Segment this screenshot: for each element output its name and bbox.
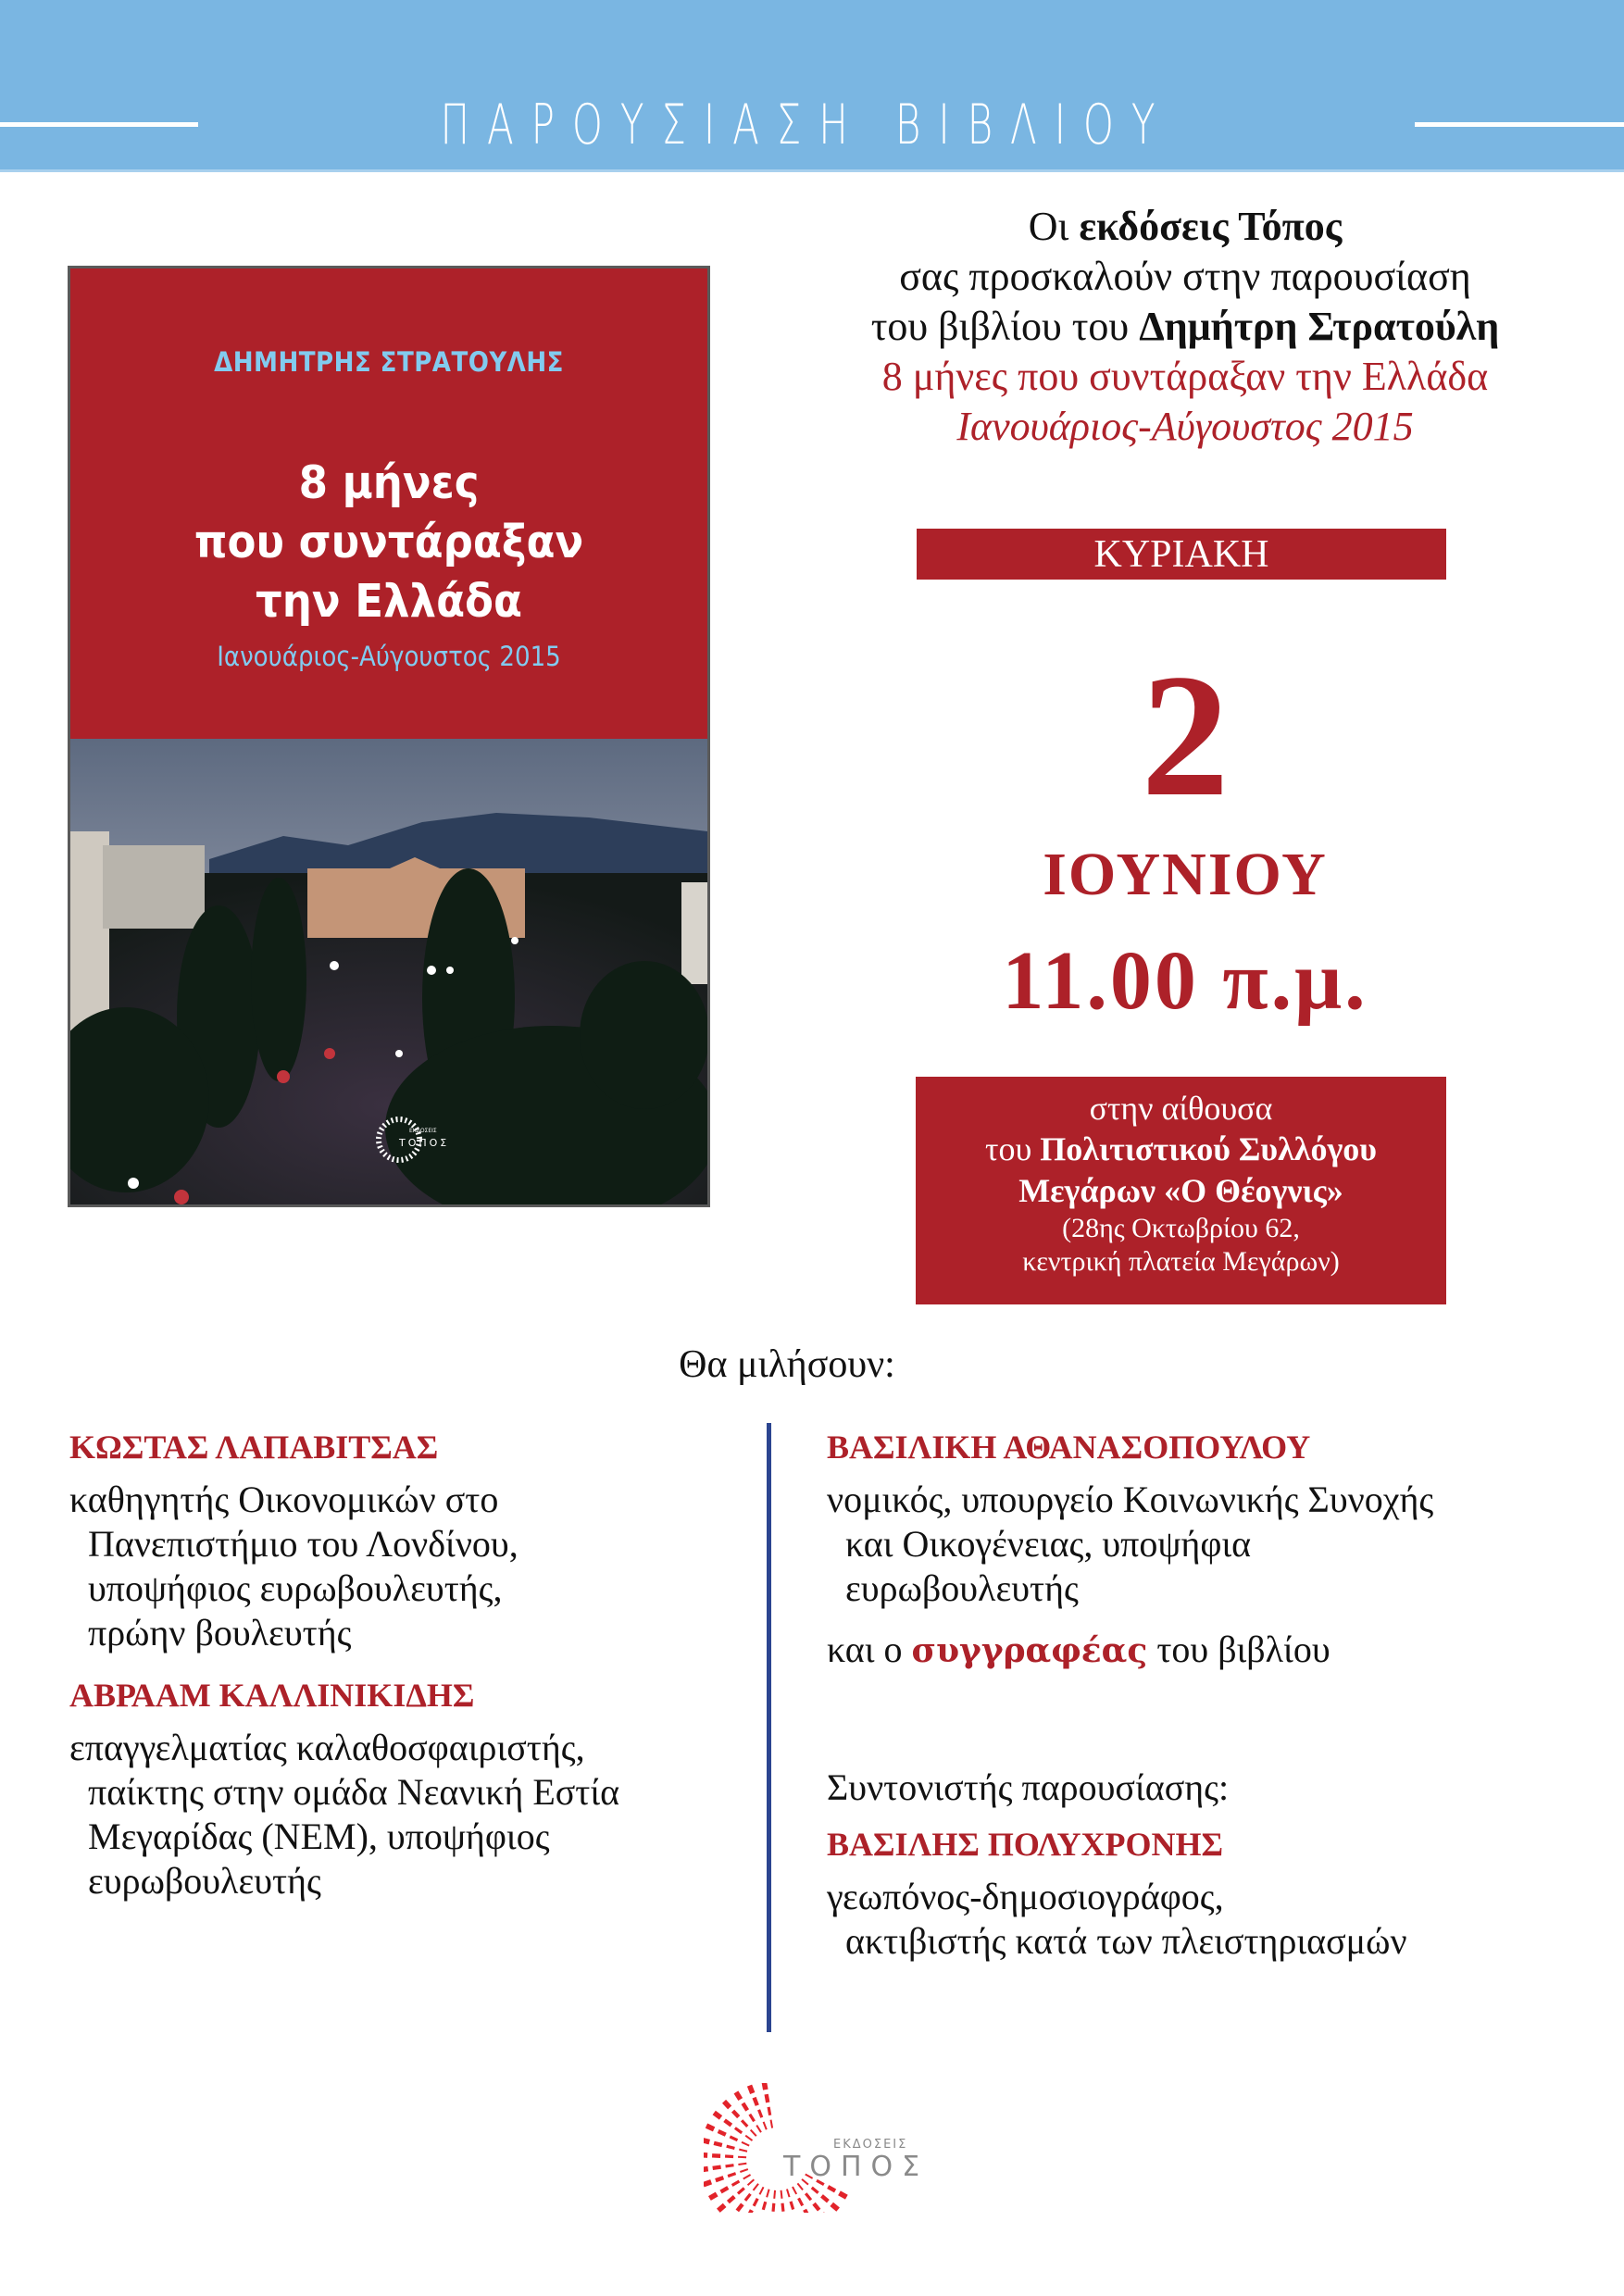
- sunburst-ray: [787, 2190, 790, 2198]
- sunburst-ray: [764, 2083, 766, 2090]
- sunburst-ray: [739, 2150, 747, 2152]
- sunburst-ray: [821, 2196, 828, 2202]
- publisher-name: εκδόσεις Τόπος: [1079, 204, 1343, 249]
- sunburst-ray: [727, 2146, 735, 2148]
- speaker-entry: [827, 1426, 1586, 1611]
- speaker-name: ΑΒΡΑΑΜ ΚΑΛΛΙΝΙΚΙΔΗΣ: [69, 1677, 475, 1714]
- cover-subtitle: Ιανουάριος-Αύγουστος 2015: [217, 641, 561, 672]
- cover-logo-small: ΕΚΔΟΣΕΙΣ: [409, 1128, 437, 1134]
- sunburst-ray: [704, 2140, 709, 2141]
- sunburst-ray: [728, 2197, 734, 2202]
- header-banner: [0, 0, 1624, 172]
- speaker-description: νομικός, υπουργείο Κοινωνικής Συνοχής και Οικογένειας, υποψήφια ευρωβουλευτής: [827, 1479, 1434, 1609]
- sunburst-ray: [736, 2092, 741, 2100]
- venue-line-1: στην αίθουσα: [1089, 1090, 1273, 1127]
- sunburst-ray: [706, 2126, 714, 2129]
- sunburst-ray: [774, 2190, 775, 2199]
- cover-title-line: 8 μήνες: [298, 456, 480, 509]
- column-divider: [767, 1423, 771, 2032]
- sunburst-ray: [718, 2205, 725, 2211]
- sunburst-ray: [748, 2179, 755, 2185]
- event-day: 2: [1141, 639, 1230, 833]
- sunburst-ray: [759, 2110, 762, 2117]
- cover-title-line: που συντάραξαν: [194, 516, 584, 568]
- sunburst-ray: [781, 2190, 782, 2199]
- sunburst-ray: [755, 2098, 757, 2105]
- sunburst-ray: [750, 2086, 753, 2093]
- event-time: 11.00 π.μ.: [1002, 935, 1368, 1027]
- sunburst-ray: [730, 2137, 737, 2140]
- sunburst-ray: [763, 2202, 765, 2210]
- sunburst-ray: [771, 2120, 773, 2128]
- sunburst-ray: [839, 2193, 846, 2197]
- sunburst-ray: [806, 2193, 811, 2200]
- moderator-heading: Συντονιστής παρουσίασης:: [827, 1766, 1230, 1808]
- sunburst-ray: [725, 2120, 731, 2125]
- sunburst-ray: [743, 2103, 747, 2111]
- book-subtitle: Ιανουάριος-Αύγουστος 2015: [956, 404, 1414, 449]
- sunburst-ray: [735, 2128, 742, 2132]
- logo-big-text: ΤΟΠΟΣ: [783, 2151, 930, 2183]
- sunburst-ray: [733, 2111, 739, 2117]
- sunburst-ray: [740, 2169, 748, 2172]
- book-cover: [68, 266, 710, 1207]
- sunburst-ray: [738, 2188, 744, 2193]
- sunburst-ray: [797, 2183, 803, 2190]
- banner-title: ΠΑΡΟΥΣΙΑΣΗ ΒΙΒΛΙΟΥ: [440, 93, 1173, 157]
- sunburst-ray: [799, 2198, 803, 2205]
- sunburst-ray: [726, 2165, 734, 2166]
- sunburst-ray: [732, 2181, 740, 2186]
- sunburst-ray: [724, 2102, 730, 2108]
- sunburst-ray: [704, 2182, 711, 2185]
- sunburst-ray: [748, 2210, 752, 2213]
- sunburst-ray: [754, 2184, 759, 2190]
- moderator-description: γεωπόνος-δημοσιογράφος, ακτιβιστής κατά των πλειστηριασμών: [827, 1876, 1407, 1962]
- invitation-text: [778, 202, 1593, 452]
- sunburst-ray: [728, 2174, 736, 2177]
- sunburst-ray: [745, 2194, 751, 2201]
- invitation-line-1: Οι εκδόσεις Τόπος: [1028, 204, 1343, 249]
- sunburst-ray: [709, 2194, 717, 2199]
- venue-address-1: (28ης Οκτωβρίου 62,: [1062, 1213, 1300, 1243]
- invitation-line-3: του βιβλίου του Δημήτρη Στρατούλη: [870, 304, 1500, 349]
- speaker-description: επαγγελματίας καλαθοσφαιριστής, παίκτης στην ομάδα Νεανική Εστία Μεγαρίδας (ΝΕΜ), υποψήφιος ευρωβουλευτής: [69, 1727, 620, 1902]
- moderator-entry: [827, 1823, 1586, 1964]
- venue-address-2: κεντρική πλατεία Μεγάρων): [1022, 1246, 1340, 1277]
- sunburst-ray: [759, 2187, 763, 2194]
- speaker-name: ΚΩΣΤΑΣ ΛΑΠΑΒΙΤΣΑΣ: [69, 1429, 439, 1466]
- speakers-left-column: [69, 1426, 755, 1903]
- logo-small-text: ΕΚΔΟΣΕΙΣ: [833, 2138, 908, 2152]
- sunburst-ray: [742, 2120, 747, 2127]
- speaker-description: καθηγητής Οικονομικών στο Πανεπιστήμιο του Λονδίνου, υποψήφιος ευρωβουλευτής, πρώην βουλευτής: [69, 1479, 518, 1653]
- author-highlight: συγγραφέας: [911, 1631, 1148, 1670]
- author-name: Δημήτρη Στρατούλη: [1139, 304, 1500, 349]
- sunburst-ray: [721, 2188, 729, 2192]
- cover-title: [96, 454, 682, 631]
- sunburst-ray: [767, 2094, 768, 2103]
- sunburst-ray: [737, 2204, 743, 2211]
- sunburst-ray: [828, 2187, 835, 2190]
- cover-logo-big: ΤΟΠΟΣ: [399, 1137, 450, 1149]
- sunburst-ray: [764, 2122, 767, 2129]
- photo-building-left2: [103, 845, 205, 929]
- author-speaker-line: και ο συγγραφέας του βιβλίου: [827, 1628, 1330, 1670]
- venue-line-2: του Πολιτιστικού Συλλόγου: [985, 1130, 1377, 1167]
- sunburst-icon: [704, 2083, 846, 2213]
- sunburst-ray: [745, 2136, 752, 2140]
- sunburst-ray: [756, 2126, 761, 2133]
- sunburst-ray: [773, 2203, 774, 2212]
- banner-rule-right: [1415, 122, 1624, 127]
- event-month: ΙΟΥΝΙΟΥ: [1043, 841, 1328, 908]
- sunburst-ray: [805, 2210, 808, 2213]
- speaker-entry: [69, 1426, 755, 1655]
- cover-title-panel: [70, 268, 707, 739]
- weekday-badge: ΚΥΡΙΑΚΗ: [917, 529, 1446, 580]
- venue-box: [916, 1077, 1446, 1304]
- cover-author: ΔΗΜΗΤΡΗΣ ΣΤΡΑΤΟΥΛΗΣ: [214, 346, 564, 378]
- sunburst-ray: [713, 2167, 721, 2168]
- speaker-entry: [69, 1674, 755, 1903]
- cover-title-line: την Ελλάδα: [255, 575, 523, 628]
- sunburst-ray: [714, 2113, 720, 2117]
- banner-rule-left: [0, 122, 198, 127]
- book-title: 8 μήνες που συντάραξαν την Ελλάδα: [881, 354, 1489, 399]
- sunburst-ray: [768, 2107, 770, 2115]
- sunburst-ray: [714, 2143, 722, 2145]
- sunburst-ray: [812, 2188, 818, 2193]
- sunburst-ray: [743, 2175, 751, 2179]
- sunburst-ray: [750, 2115, 755, 2122]
- sunburst-ray: [742, 2142, 749, 2146]
- sunburst-ray: [767, 2190, 768, 2198]
- sunburst-ray: [738, 2164, 746, 2165]
- photo-building-right: [681, 882, 707, 984]
- sunburst-ray: [814, 2203, 819, 2210]
- moderator-name: ΒΑΣΙΛΗΣ ΠΟΛΥΧΡΟΝΗΣ: [827, 1826, 1223, 1863]
- speakers-right-column: [827, 1426, 1586, 1964]
- venue-line-3: Μεγάρων «Ο Θέογνις»: [1018, 1172, 1343, 1209]
- sunburst-ray: [793, 2187, 796, 2194]
- sunburst-ray: [704, 2169, 708, 2170]
- sunburst-ray: [791, 2202, 793, 2210]
- cover-photo: [70, 739, 707, 1204]
- sunburst-ray: [831, 2204, 838, 2210]
- sunburst-ray: [716, 2177, 724, 2180]
- invitation-line-2: σας προσκαλούν στην παρουσίαση: [899, 254, 1471, 299]
- speaker-name: ΒΑΣΙΛΙΚΗ ΑΘΑΝΑΣΟΠΟΥΛΟΥ: [827, 1429, 1311, 1466]
- sunburst-ray: [751, 2130, 756, 2137]
- sunburst-ray: [782, 2203, 783, 2212]
- sunburst-ray: [754, 2199, 757, 2206]
- sunburst-ray: [718, 2131, 726, 2135]
- publisher-logo: [704, 2083, 944, 2213]
- speakers-heading: Θα μιλήσουν:: [679, 1343, 895, 1386]
